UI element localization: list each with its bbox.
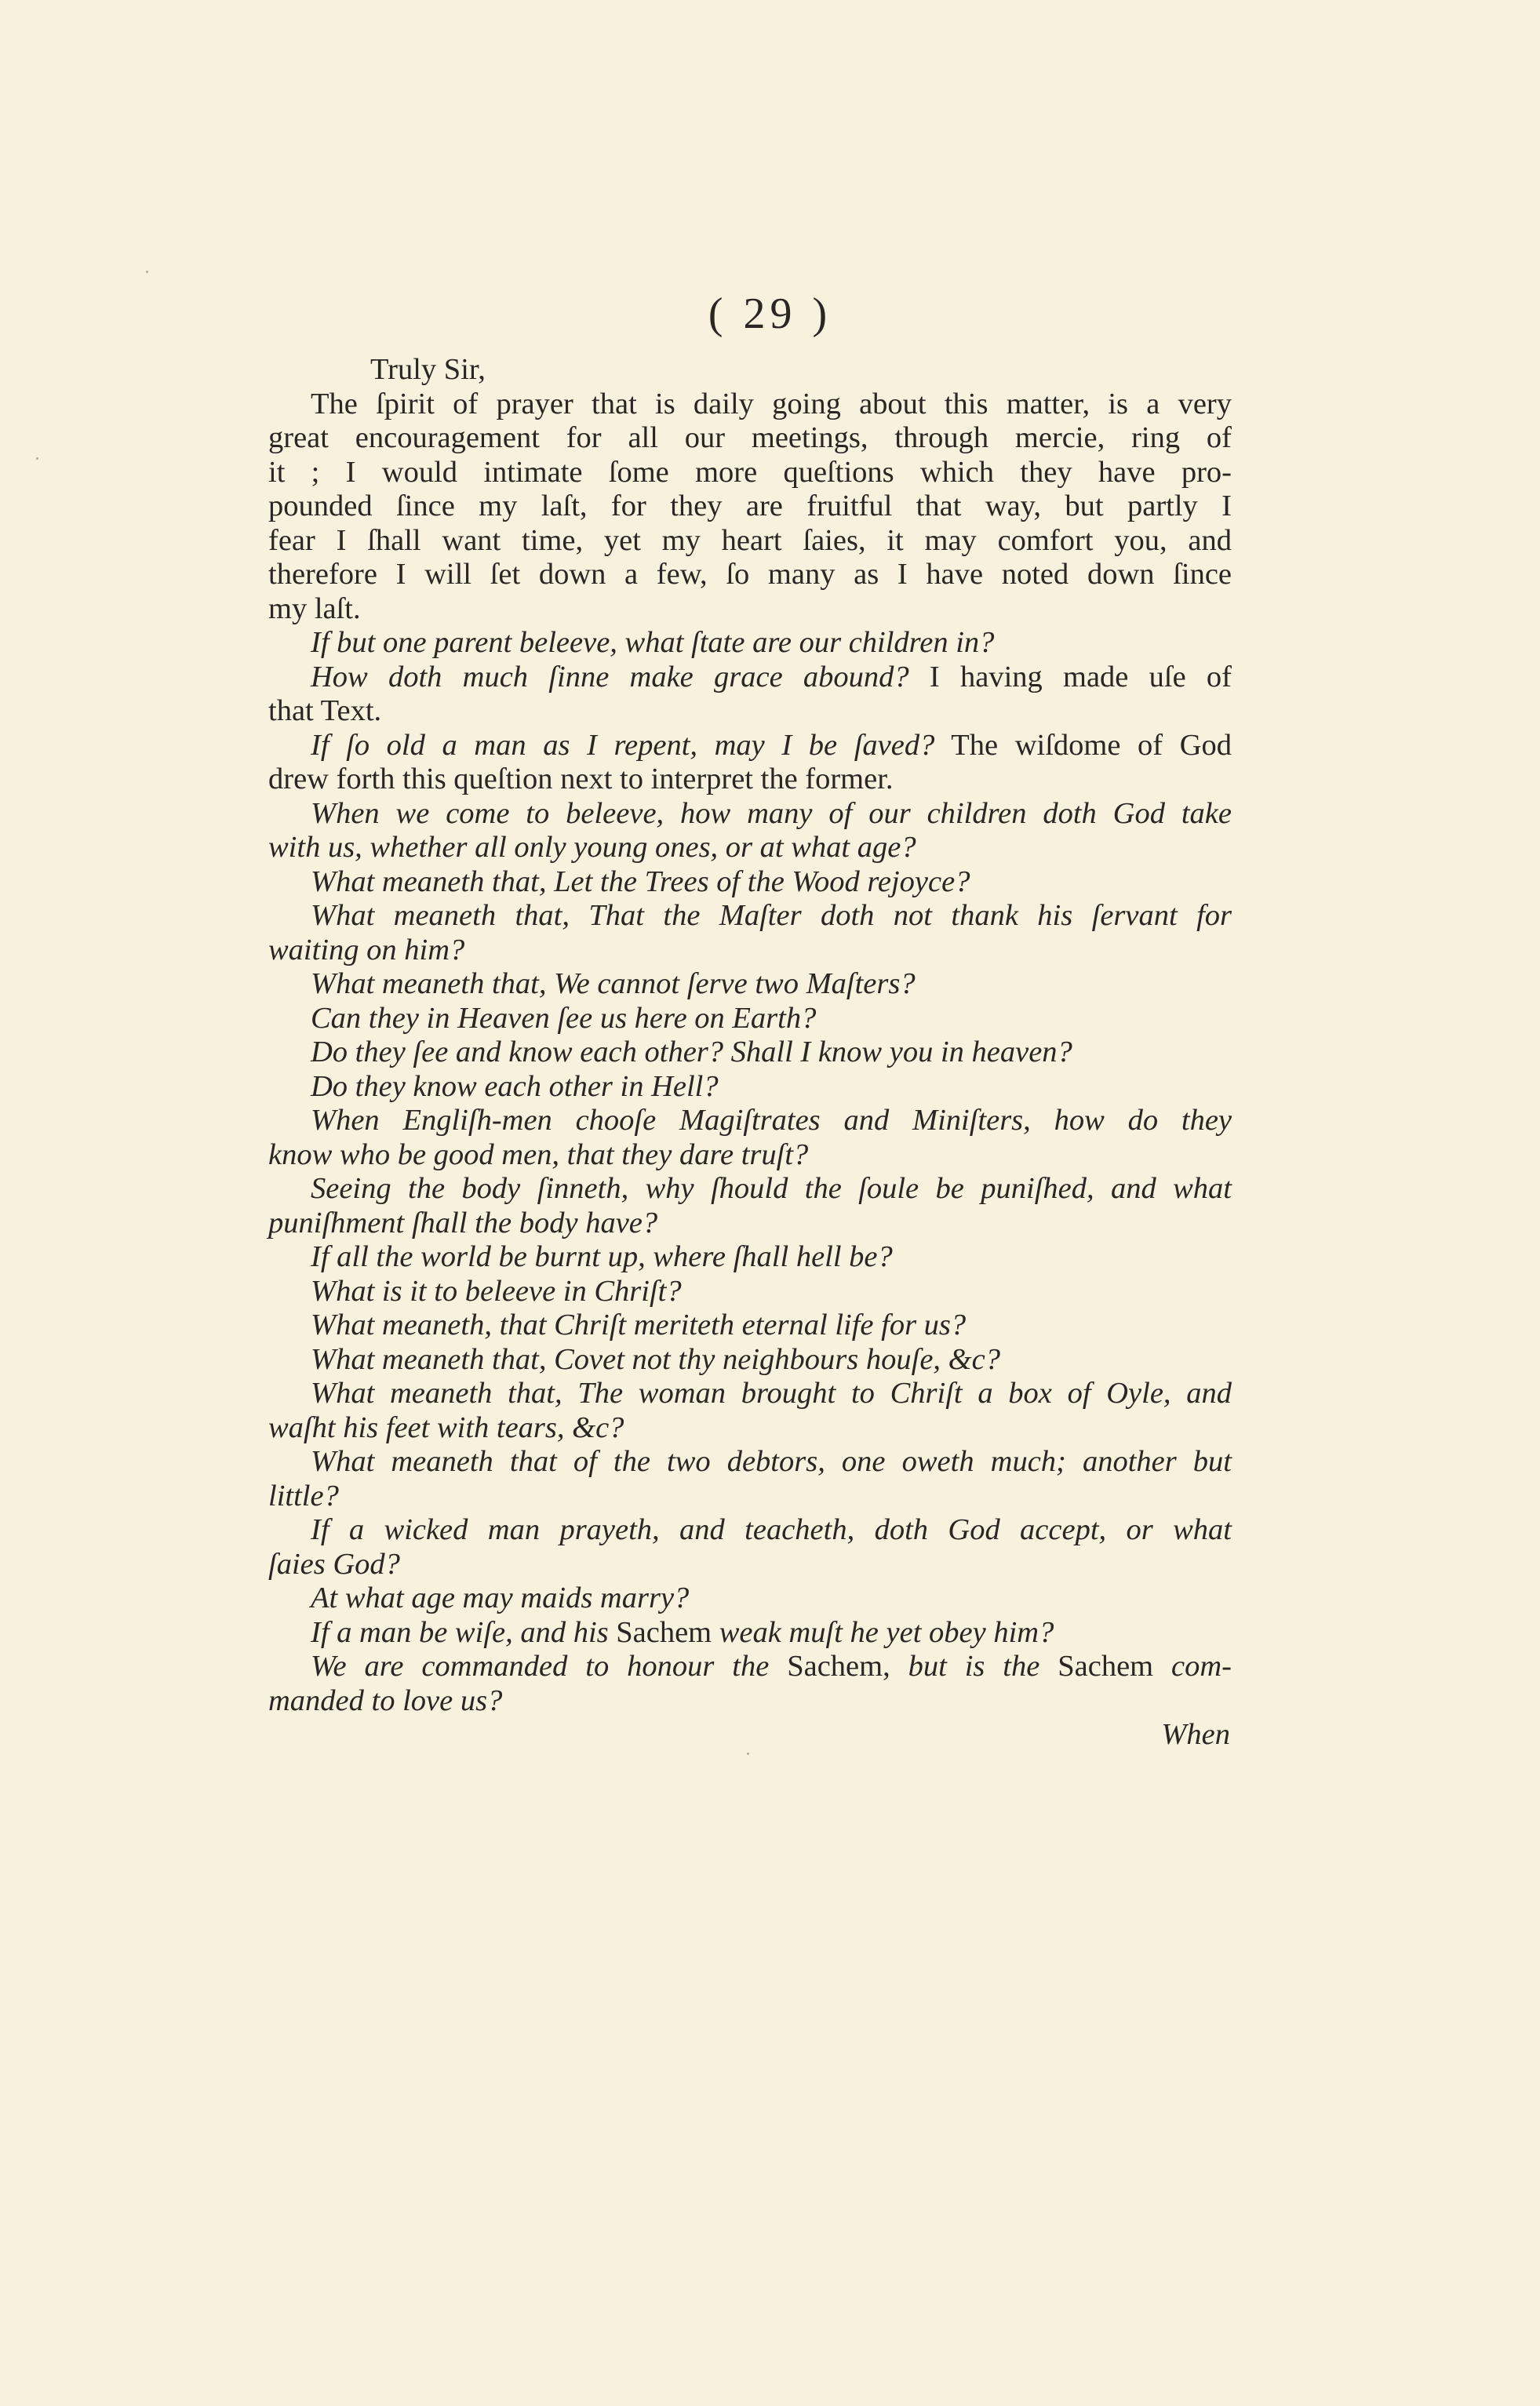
roman-text: that Text. bbox=[268, 694, 382, 727]
text-line bbox=[268, 831, 1232, 865]
italic-text: What meaneth, that Chriſt meriteth eternal life for us? bbox=[311, 1309, 967, 1341]
text-line bbox=[268, 1377, 1232, 1411]
text-line bbox=[268, 1513, 1232, 1548]
text-line bbox=[268, 899, 1232, 934]
text-lines bbox=[268, 388, 1232, 1719]
text-line bbox=[268, 388, 1232, 422]
text-line bbox=[268, 1002, 1232, 1036]
text-line bbox=[268, 490, 1232, 524]
roman-text: Sachem bbox=[616, 1615, 712, 1649]
italic-text: weak muſt he yet obey him? bbox=[712, 1615, 1054, 1649]
italic-text: How doth much ſinne make grace abound? bbox=[311, 660, 909, 693]
text-line bbox=[268, 797, 1232, 832]
roman-text: drew forth this queſtion next to interpret the former. bbox=[268, 763, 894, 795]
salutation: Truly Sir, bbox=[370, 353, 486, 386]
italic-text: What is it to beleeve in Chriſt? bbox=[311, 1274, 682, 1308]
text-line bbox=[268, 967, 1232, 1002]
text-line bbox=[268, 456, 1232, 490]
italic-text: Do they ſee and know each other? Shall I know you in heaven? bbox=[311, 1036, 1072, 1068]
italic-text: If but one parent beleeve, what ſtate are our children in? bbox=[311, 626, 995, 659]
roman-text: The wiſdome of God bbox=[934, 728, 1232, 762]
text-line bbox=[268, 1411, 1232, 1446]
italic-text: We are commanded to honour the bbox=[311, 1650, 788, 1683]
text-line bbox=[268, 1070, 1232, 1105]
italic-text: If a wicked man prayeth, and teacheth, doth God accept, or what bbox=[311, 1513, 1232, 1546]
text-line bbox=[268, 763, 1232, 797]
italic-text: ſaies God? bbox=[268, 1547, 400, 1581]
italic-text: What meaneth that, Covet not thy neighbours houſe, &c? bbox=[311, 1342, 1000, 1376]
text-line bbox=[268, 592, 1232, 627]
roman-text: my laſt. bbox=[268, 591, 361, 625]
italic-text: know who be good men, that they dare truſt? bbox=[268, 1137, 809, 1171]
text-line bbox=[268, 421, 1232, 456]
roman-text: it ; I would intimate ſome more queſtions which they have pro- bbox=[268, 455, 1232, 489]
paper-speck bbox=[747, 1753, 749, 1755]
paper-speck bbox=[146, 271, 148, 273]
text-line bbox=[268, 626, 1232, 661]
italic-text: com- bbox=[1153, 1650, 1232, 1683]
text-line bbox=[268, 1445, 1232, 1480]
italic-text: When we come to beleeve, how many of our children doth God take bbox=[311, 796, 1232, 830]
text-line bbox=[268, 934, 1232, 968]
text-line bbox=[268, 1548, 1232, 1582]
text-line bbox=[268, 729, 1232, 763]
italic-text: What meaneth that of the two debtors, one oweth much; another but bbox=[311, 1445, 1232, 1478]
italic-text: but is the bbox=[890, 1650, 1058, 1683]
letter-body bbox=[268, 353, 1232, 1753]
text-line bbox=[268, 1582, 1232, 1616]
roman-text: I having made uſe of bbox=[908, 660, 1232, 693]
italic-text: Seeing the body ſinneth, why ſhould the ſoule be puniſhed, and what bbox=[311, 1172, 1232, 1205]
roman-text: therefore I will ſet down a few, ſo many as I have noted down ſince bbox=[268, 558, 1232, 591]
italic-text: What meaneth that, The woman brought to Chriſt a box of Oyle, and bbox=[311, 1377, 1232, 1410]
text-line bbox=[268, 694, 1232, 729]
italic-text: What meaneth that, That the Maſter doth not thank his ſervant for bbox=[311, 899, 1232, 932]
page-number: ( 29 ) bbox=[708, 289, 832, 338]
text-line bbox=[268, 1275, 1232, 1309]
roman-text: great encouragement for all our meetings, through mercie, ring of bbox=[268, 421, 1232, 454]
text-line bbox=[268, 558, 1232, 592]
text-line bbox=[268, 1240, 1232, 1275]
text-line bbox=[268, 1104, 1232, 1138]
italic-text: waſht his feet with tears, &c? bbox=[268, 1410, 624, 1444]
text-line bbox=[268, 1650, 1232, 1684]
roman-text: The ſpirit of prayer that is daily going about this matter, is a very bbox=[311, 387, 1232, 420]
paper-speck bbox=[36, 457, 38, 460]
text-line bbox=[268, 1207, 1232, 1241]
text-line bbox=[268, 1036, 1232, 1070]
italic-text: Do they know each other in Hell? bbox=[311, 1069, 719, 1103]
text-line bbox=[268, 1172, 1232, 1207]
text-line bbox=[268, 661, 1232, 695]
text-line bbox=[268, 524, 1232, 559]
roman-text: Sachem, bbox=[787, 1650, 890, 1683]
italic-text: with us, whether all only young ones, or at what age? bbox=[268, 831, 916, 864]
text-line bbox=[268, 1684, 1232, 1719]
text-line bbox=[268, 1138, 1232, 1173]
italic-text: If a man be wiſe, and his bbox=[311, 1615, 617, 1649]
italic-text: puniſhment ſhall the body have? bbox=[268, 1206, 658, 1239]
italic-text: When Engliſh-men chooſe Magiſtrates and Miniſters, how do they bbox=[311, 1104, 1232, 1137]
text-line bbox=[268, 1616, 1232, 1651]
italic-text: manded to love us? bbox=[268, 1683, 503, 1717]
italic-text: Can they in Heaven ſee us here on Earth? bbox=[311, 1001, 817, 1035]
italic-text: waiting on him? bbox=[268, 933, 465, 966]
italic-text: If all the world be burnt up, where ſhall hell be? bbox=[311, 1240, 893, 1273]
text-line bbox=[268, 1309, 1232, 1343]
roman-text: pounded ſince my laſt, for they are fruitful that way, but partly I bbox=[268, 490, 1232, 522]
text-line bbox=[268, 1343, 1232, 1378]
italic-text: What meaneth that, Let the Trees of the Wood rejoyce? bbox=[311, 864, 970, 898]
text-line bbox=[268, 865, 1232, 900]
italic-text: What meaneth that, We cannot ſerve two Maſters? bbox=[311, 967, 916, 1000]
italic-text: At what age may maids marry? bbox=[311, 1582, 690, 1614]
italic-text: little? bbox=[268, 1479, 339, 1512]
italic-text: If ſo old a man as I repent, may I be ſaved? bbox=[311, 728, 935, 762]
text-line bbox=[268, 1480, 1232, 1514]
catchword: When bbox=[1161, 1718, 1230, 1751]
roman-text: fear I ſhall want time, yet my heart ſaies, it may comfort you, and bbox=[268, 523, 1232, 557]
roman-text: Sachem bbox=[1058, 1650, 1154, 1683]
